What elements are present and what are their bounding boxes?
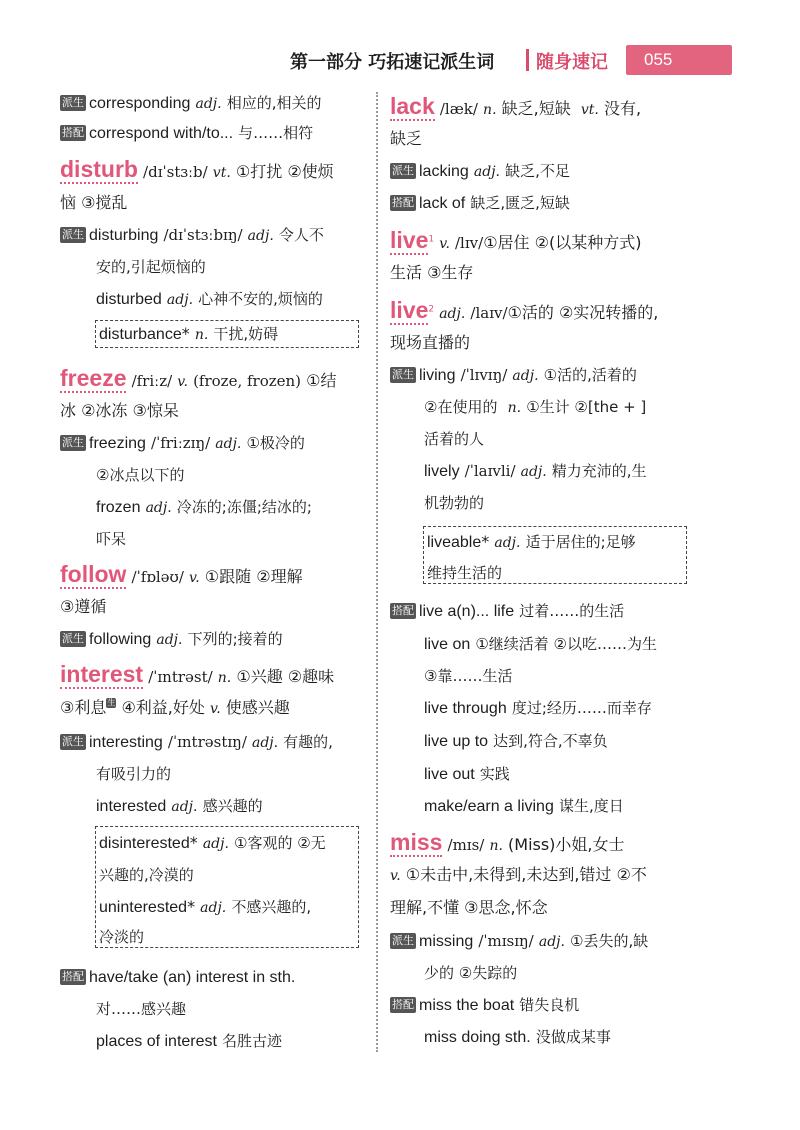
word: lacking — [419, 163, 469, 180]
definition: ①居住 ②(以某种方式) — [483, 233, 642, 252]
phonetic: /ˈɪntrəstɪŋ/ — [167, 733, 247, 751]
follow-def-cont: ③遵循 — [60, 597, 107, 616]
definition: 与……相符 — [238, 124, 314, 142]
entry-disturbed — [96, 288, 323, 311]
phonetic: /læk/ — [439, 100, 478, 118]
entry-places-of-interest — [96, 1030, 282, 1053]
column-divider — [376, 92, 378, 1052]
pos: n. — [217, 670, 232, 686]
pos: adj. — [473, 164, 501, 180]
definition: 相应的,相关的 — [226, 94, 322, 112]
entry-lively — [424, 460, 647, 483]
phrase: live out — [424, 766, 475, 783]
word: disturbance — [99, 326, 182, 343]
word: interested — [96, 798, 167, 815]
entry-miss-the-boat — [390, 994, 579, 1017]
phrase: miss doing sth. — [424, 1029, 531, 1046]
phonetic: /lɪv/ — [455, 234, 484, 252]
definition: 令人不 — [278, 226, 324, 244]
lively-def-cont: 机勃勃的 — [424, 494, 485, 512]
freeze-def-cont: 冰 ②冰冻 ③惊呆 — [60, 401, 179, 420]
word: disturbed — [96, 291, 162, 308]
derived-tag: 派生 — [392, 934, 414, 947]
definition: 度过;经历……而幸存 — [511, 699, 652, 717]
phrase: live on — [424, 636, 471, 653]
entry-living — [390, 364, 637, 387]
pos: n. — [483, 102, 497, 118]
headword-freeze: freeze — [60, 365, 127, 391]
phrase: make/earn a living — [424, 798, 554, 815]
pos: vt. — [212, 165, 231, 181]
collocation-tag: 搭配 — [62, 126, 84, 139]
derived-tag: 派生 — [392, 368, 414, 381]
freezing-def-cont: ②冰点以下的 — [96, 466, 185, 484]
section-subtitle: 随身速记 — [536, 52, 608, 73]
liveable-def-cont: 维持生活的 — [427, 564, 503, 582]
entry-live-through — [424, 697, 652, 720]
forms: (froze, frozen) — [193, 372, 302, 390]
headword-lack: lack — [390, 93, 435, 119]
phonetic: /ˈfriːzɪŋ/ — [151, 434, 211, 452]
pos: n. — [489, 838, 503, 854]
word: disturbing — [89, 227, 159, 244]
definition: ①继续活着 ②以吃……为生 — [475, 635, 658, 653]
definition: ①极冷的 — [246, 434, 305, 452]
definition: ①兴趣 ②趣味 — [236, 667, 335, 686]
pos: adj. — [439, 306, 466, 322]
definition: ④利益,好处 — [121, 698, 205, 717]
collocation-tag: 搭配 — [392, 998, 414, 1011]
word: living — [419, 367, 456, 384]
interesting-def-cont: 有吸引力的 — [96, 765, 172, 783]
star-mark: * — [187, 897, 196, 916]
derived-tag: 派生 — [62, 632, 84, 645]
uninterested-def-cont: 冷淡的 — [99, 928, 145, 946]
definition: ①活的,活着的 — [543, 366, 637, 384]
phonetic: /ˈɪntrəst/ — [148, 668, 213, 686]
pos: n. — [507, 400, 522, 416]
phonetic: /dɪˈstɜːbɪŋ/ — [163, 226, 243, 244]
pos: adj. — [247, 228, 274, 244]
phrase: have/take (an) interest in sth. — [89, 969, 296, 986]
derived-tag: 派生 — [62, 735, 84, 748]
pos: n. — [194, 327, 209, 343]
entry-frozen — [96, 496, 312, 519]
headword-follow: follow — [60, 561, 127, 587]
definition: 过着……的生活 — [519, 602, 625, 620]
pos: adj. — [251, 735, 279, 751]
phrase: live a(n)... life — [419, 603, 515, 620]
pos: v. — [439, 236, 450, 252]
pos: vt. — [580, 102, 599, 118]
entry-uninterested — [99, 896, 311, 919]
definition: 心神不安的,烦恼的 — [198, 290, 323, 308]
pos: adj. — [171, 799, 198, 815]
word: lively — [424, 463, 460, 480]
definition: 缺乏,不足 — [505, 162, 570, 180]
frozen-def-cont: 吓呆 — [96, 530, 127, 548]
entry-freezing — [60, 432, 305, 455]
entry-correspond-with — [60, 122, 313, 145]
definition: ①活的 ②实况转播的, — [507, 303, 659, 322]
phrase: miss the boat — [419, 997, 515, 1014]
header-separator — [526, 49, 529, 71]
pos: adj. — [215, 436, 242, 452]
definition: 没做成某事 — [535, 1028, 611, 1046]
phonetic: /ˈfɒləʊ/ — [131, 568, 184, 586]
star-mark: * — [181, 324, 190, 343]
phonetic: /ˈmɪsɪŋ/ — [478, 932, 534, 950]
word: uninterested — [99, 899, 188, 916]
entry-miss-doing — [424, 1026, 611, 1049]
phonetic: /mɪs/ — [447, 836, 485, 854]
homograph-number: 2 — [428, 304, 435, 315]
definition: ①客观的 ②无 — [234, 834, 326, 852]
new-sense-tag: 生 — [107, 698, 116, 707]
phrase: live up to — [424, 733, 489, 750]
definition: 适于居住的;足够 — [525, 533, 636, 551]
definition: 干扰,妨碍 — [213, 325, 279, 343]
phonetic: /ˈlɪvɪŋ/ — [460, 366, 508, 384]
entry-missing — [390, 930, 648, 953]
pos: v. — [209, 701, 221, 717]
word: disinterested — [99, 835, 190, 852]
pos: v. — [189, 570, 200, 586]
entry-live-up-to — [424, 730, 608, 753]
definition: ③利息 — [60, 698, 107, 717]
phonetic: /laɪv/ — [470, 304, 508, 322]
section-title: 第一部分 巧拓速记派生词 — [290, 52, 495, 73]
word: liveable — [427, 534, 482, 551]
disinterested-def-cont: 兴趣的,冷漠的 — [99, 866, 194, 884]
definition: (Miss)小姐,女士 — [508, 835, 625, 854]
definition: 下列的;接着的 — [187, 630, 283, 648]
word: corresponding — [89, 95, 191, 112]
phrase: places of interest — [96, 1033, 217, 1050]
definition: 冷冻的;冻僵;结冰的; — [176, 498, 312, 516]
headword-live2: live — [390, 297, 429, 323]
definition: 没有, — [603, 99, 642, 118]
phonetic: /friːz/ — [131, 372, 173, 390]
entry-disturbing — [60, 224, 324, 247]
star-mark: * — [189, 833, 198, 852]
definition: ②在使用的 — [424, 398, 498, 416]
headword-live1: live — [390, 227, 429, 253]
collocation-tag: 搭配 — [392, 196, 414, 209]
definition: 不感兴趣的, — [231, 898, 312, 916]
phrase: lack of — [419, 195, 466, 212]
definition: ①打扰 ②使烦 — [235, 162, 334, 181]
headword-live1-line — [390, 228, 641, 255]
word: frozen — [96, 499, 141, 516]
definition: ①丢失的,缺 — [570, 932, 649, 950]
pos: adj. — [200, 900, 227, 916]
headword-disturb-line — [60, 157, 334, 184]
definition: 缺乏,匮乏,短缺 — [470, 194, 570, 212]
derived-tag: 派生 — [392, 164, 414, 177]
star-mark: * — [481, 532, 490, 551]
headword-miss-line — [390, 830, 625, 857]
headword-miss: miss — [390, 829, 443, 855]
headword-live2-line — [390, 298, 658, 325]
miss-def-cont — [390, 864, 647, 887]
phonetic: /ˈlaɪvli/ — [464, 462, 516, 480]
definition: 谋生,度日 — [558, 797, 624, 815]
pos: adj. — [494, 535, 521, 551]
headword-lack-line — [390, 94, 641, 121]
word: freezing — [89, 435, 146, 452]
entry-make-earn-living — [424, 795, 624, 818]
entry-liveable — [427, 531, 636, 554]
definition: 达到,符合,不辜负 — [493, 732, 608, 750]
headword-disturb: disturb — [60, 156, 138, 182]
page-header — [0, 44, 800, 78]
definition: 实践 — [479, 765, 510, 783]
definition: ①结 — [306, 371, 337, 390]
definition: 精力充沛的,生 — [551, 462, 647, 480]
pos: v. — [177, 374, 188, 390]
page-number-bar — [626, 45, 732, 75]
definition: 使感兴趣 — [225, 698, 290, 717]
pos: adj. — [195, 96, 222, 112]
definition: 感兴趣的 — [202, 797, 263, 815]
disturb-def-cont: 恼 ③搅乱 — [60, 193, 128, 212]
entry-live-on — [424, 633, 657, 656]
page-number: 055 — [644, 50, 673, 69]
have-take-def: 对……感兴趣 — [96, 1000, 187, 1018]
live2-def-cont: 现场直播的 — [390, 333, 471, 352]
phonetic: /dɪˈstɜːb/ — [143, 163, 208, 181]
word: interesting — [89, 734, 163, 751]
pos: adj. — [166, 292, 194, 308]
disturbing-def-cont: 安的,引起烦恼的 — [96, 258, 206, 276]
entry-interesting — [60, 731, 333, 754]
definition: 有趣的, — [283, 733, 333, 751]
definition: 缺乏,短缺 — [501, 99, 571, 118]
interest-def-cont — [60, 697, 290, 720]
definition: ①跟随 ②理解 — [204, 567, 303, 586]
definition: 错失良机 — [519, 996, 580, 1014]
lack-def-cont: 缺乏 — [390, 129, 423, 148]
entry-disturbance — [99, 323, 278, 346]
pos: v. — [390, 868, 401, 884]
entry-corresponding — [60, 92, 321, 115]
entry-have-take-interest — [60, 966, 295, 989]
collocation-tag: 搭配 — [392, 604, 414, 617]
derived-tag: 派生 — [62, 228, 84, 241]
homograph-number: 1 — [428, 234, 435, 245]
headword-interest: interest — [60, 661, 144, 687]
phrase: correspond with/to... — [89, 125, 234, 142]
pos: adj. — [512, 368, 539, 384]
definition: 名胜古迹 — [222, 1032, 283, 1050]
pos: adj. — [145, 500, 172, 516]
pos: adj. — [202, 836, 229, 852]
pos: adj. — [538, 934, 565, 950]
entry-live-a-life — [390, 600, 624, 623]
definition: ①生计 ②[the + ] — [526, 398, 647, 416]
word: missing — [419, 933, 474, 950]
derived-tag: 派生 — [62, 436, 84, 449]
pos: adj. — [520, 464, 547, 480]
entry-lacking — [390, 160, 570, 183]
entry-interested — [96, 795, 263, 818]
collocation-tag: 搭配 — [62, 970, 84, 983]
entry-disinterested — [99, 832, 326, 855]
living-def-cont — [424, 396, 646, 419]
living-def-cont2: 活着的人 — [424, 430, 485, 448]
headword-follow-line — [60, 562, 303, 589]
word: following — [89, 631, 152, 648]
pos: adj. — [156, 632, 183, 648]
miss-def-cont2: 理解,不懂 ③思念,怀念 — [390, 898, 548, 917]
phrase: live through — [424, 700, 507, 717]
derived-tag: 派生 — [62, 96, 84, 109]
live-on-def-cont: ③靠……生活 — [424, 667, 513, 685]
missing-def-cont: 少的 ②失踪的 — [424, 964, 518, 982]
headword-interest-line — [60, 662, 334, 689]
live1-def-cont: 生活 ③生存 — [390, 263, 474, 282]
entry-live-out — [424, 763, 510, 786]
definition: ①未击中,未得到,未达到,错过 ②不 — [405, 865, 647, 884]
entry-lack-of — [390, 192, 570, 215]
headword-freeze-line — [60, 366, 336, 393]
entry-following — [60, 628, 283, 651]
